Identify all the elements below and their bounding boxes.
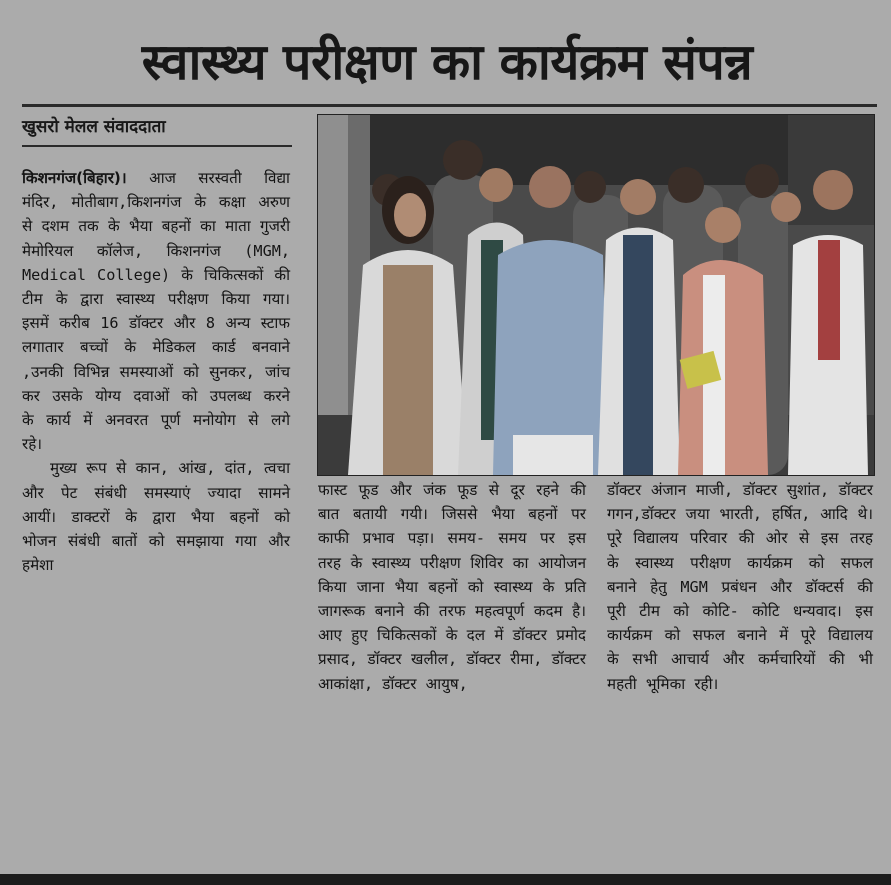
headline-rule bbox=[22, 104, 877, 107]
article-paragraph-1 bbox=[22, 166, 290, 456]
article-headline: स्वास्थ्य परीक्षण का कार्यक्रम संपन्न bbox=[141, 33, 753, 91]
article-paragraph-2: मुख्य रूप से कान, आंख, दांत, त्वचा और पेट संबंधी समस्याएं ज्यादा सामने आयीं। डाक्टरों के द्वारा भैया बहनों को भोजन संबंधी बातों को समझाया गया और हमेशा bbox=[22, 459, 290, 575]
byline-rule bbox=[22, 145, 292, 147]
article-column-3 bbox=[607, 478, 873, 696]
article-column-1 bbox=[22, 166, 290, 577]
bottom-frame-edge bbox=[0, 874, 891, 885]
article-paragraph-1-text: आज सरस्वती विद्या मंदिर, मोतीबाग,किशनगंज के कक्षा अरुण से दशम तक के भैया बहनों का माता गुजरी मेमोरियल कॉलेज, किशनगंज (MGM, Medical College) के चिकित्सकों की टीम के द्वारा स्वास्थ्य परीक्षण किया गया। इसमें करीब 16 डॉक्टर और 8 अन्य स्टाफ लगातार बच्चों के मेडिकल कार्ड बनवाने ,उनकी विभिन्न समस्याओं को सुनकर, जांच कर उसके योग्य दवाओं को उपलब्ध करने के कार्य में अनवरत पूर्ण मनोयोग से लगे रहे। bbox=[22, 169, 290, 454]
article-dateline: किशनगंज(बिहार)। bbox=[22, 169, 127, 187]
article-column-3-text: डॉक्टर अंजान माजी, डॉक्टर सुशांत, डॉक्टर गगन,डॉक्टर जया भारती, हर्षित, आदि थे। पूरे विद्यालय परिवार की ओर से इस तरह के स्वास्थ्य परीक्षण कार्यक्रम को सफल बनाने हेतु MGM प्रबंधन और डॉक्टर्स की पूरी टीम को कोटि- कोटि धन्यवाद। इस कार्यक्रम को सफल बनाने में पूरे विद्यालय के सभी आचार्य और कर्मचारियों की भी महती भूमिका रही। bbox=[607, 481, 873, 693]
article-byline: खुसरो मेलल संवाददाता bbox=[22, 117, 166, 137]
group-photo-image bbox=[318, 115, 874, 475]
article-column-2 bbox=[318, 478, 586, 696]
article-column-2-text: फास्ट फूड और जंक फूड से दूर रहने की बात बतायी गयी। जिससे भैया बहनों पर काफी प्रभाव पड़ा। समय- समय पर इस तरह के स्वास्थ्य परीक्षण शिविर का आयोजन किया जाना भैया बहनों को स्वास्थ्य के प्रति जागरूक बनाने की तरफ महत्वपूर्ण कदम है। आए हुए चिकित्सकों के दल में डॉक्टर प्रमोद प्रसाद, डॉक्टर खलील, डॉक्टर रीमा, डॉक्टर आकांक्षा, डॉक्टर आयुष, bbox=[318, 481, 586, 693]
group-photo bbox=[317, 114, 875, 476]
